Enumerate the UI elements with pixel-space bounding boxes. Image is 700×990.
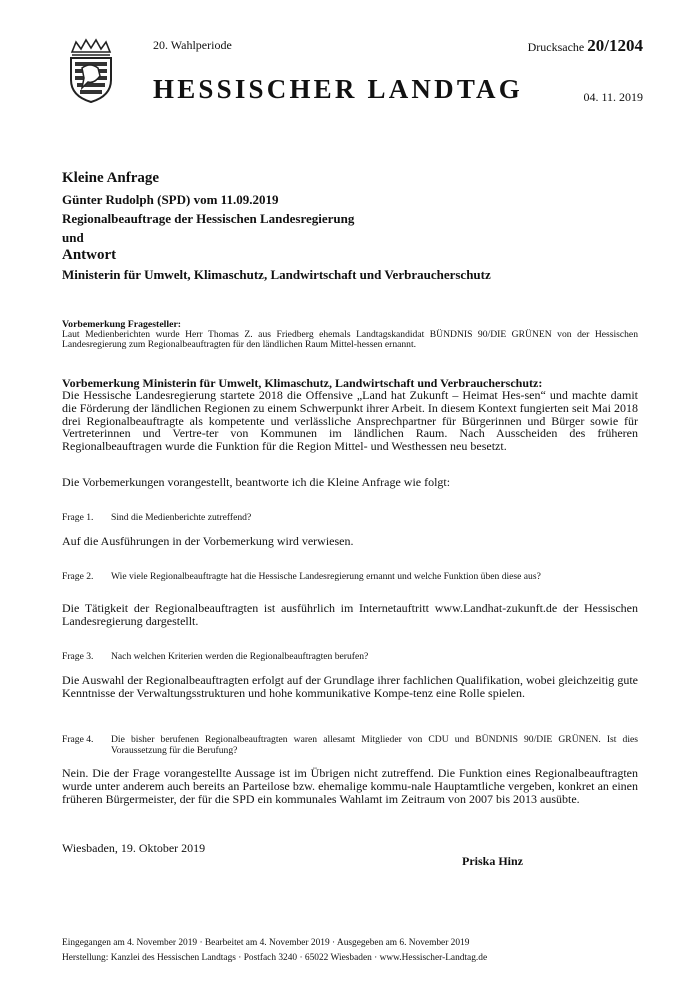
vorbemerkung-ministerin-text: Die Hessische Landesregierung startete 2018 die Offensive „Land hat Zukunft – Heimat Hes-sen“ und machte damit die Förderung der ländlichen Regionen zu einem Schwerpunkt ihrer Arbeit. In diesem Kontext fungierten seit Mai 2018 drei Regionalbeauftragte als kompetente und verlässliche Ansprechpartner für Bürgerinnen und Bürger sowie für Vertreterinnen und Vertre-ter von Kommunen im ländlichen Raum. Nach Ausscheiden des früheren Regionalbeauftragen wurde die Funktion für die Region Mittel- und Westhessen neu besetzt. (62, 388, 638, 454)
subject-line: Regionalbeauftrage der Hessischen Landesregierung (62, 211, 355, 226)
drucksache-label: Drucksache (527, 40, 585, 54)
frage-label: Frage 3. (62, 651, 94, 662)
antwort-2: Die Tätigkeit der Regionalbeauftragten ist ausführlich im Internetauftritt www.Landhat-zukunft.de der Hessischen Landesregierung dargestellt. (62, 601, 638, 628)
footer-line-2: Herstellung: Kanzlei des Hessischen Landtags · Postfach 3240 · 65022 Wiesbaden · www.Hessischer-Landtag.de (62, 953, 488, 963)
hessen-coat-of-arms-icon (62, 38, 120, 104)
signature: Priska Hinz (461, 854, 523, 868)
frage-4 (62, 735, 638, 756)
frage-label: Frage 2. (62, 571, 94, 582)
frage-text: Nach welchen Kriterien werden die Regionalbeauftragten berufen? (111, 651, 369, 662)
frage-2 (62, 572, 638, 583)
document-date: 04. 11. 2019 (583, 90, 643, 104)
frage-text: Die bisher berufenen Regionalbeauftragten waren allesamt Mitglieder von CDU und BÜNDNIS 90/DIE GRÜNEN. Ist dies Voraussetzung für die Berufung? (111, 734, 638, 756)
kleine-anfrage-heading: Kleine Anfrage (62, 170, 160, 186)
document-title: HESSISCHER LANDTAG (153, 74, 523, 104)
frage-3 (62, 652, 638, 663)
drucksache (528, 36, 643, 56)
vorbemerkung-fragesteller-text: Laut Medienberichten wurde Herr Thomas Z. aus Friedberg ehemals Landtagskandidat BÜNDNIS 90/DIE GRÜNEN von der Hessischen Landesregierung zum Regionalbeauftragten für den ländlichen Raum Mittel-hessen ernannt. (62, 329, 638, 351)
vorbemerkung-ministerin-heading: Vorbemerkung Ministerin für Umwelt, Klimaschutz, Landwirtschaft und Verbraucherschutz: (62, 376, 543, 390)
antwort-1: Auf die Ausführungen in der Vorbemerkung wird verwiesen. (62, 534, 354, 548)
antwort-4: Nein. Die der Frage vorangestellte Aussage ist im Übrigen nicht zutreffend. Die Funktion eines Regionalbeauftragten wurde unter anderem auch bereits an Parteilose bzw. ehemalige kommu-nale Hauptamtliche vergeben, konkret an einen früheren Bürgermeister, der für die SPD ein kommunales Wahlamt im Zeitraum von 2007 bis 2013 ausübte. (62, 766, 638, 806)
author-line: Günter Rudolph (SPD) vom 11.09.2019 (62, 192, 279, 207)
frage-label: Frage 1. (62, 512, 94, 523)
frage-text: Sind die Medienberichte zutreffend? (111, 512, 252, 523)
drucksache-number: 20/1204 (587, 36, 643, 55)
und-line: und (62, 230, 84, 245)
antwort-heading: Antwort (62, 247, 117, 263)
ministry-line: Ministerin für Umwelt, Klimaschutz, Landwirtschaft und Verbraucherschutz (62, 267, 491, 282)
frage-label: Frage 4. (62, 734, 94, 745)
antwort-3: Die Auswahl der Regionalbeauftragten erfolgt auf der Grundlage ihrer fachlichen Qualifikation, wobei gleichzeitig gute Kenntnisse der Verwaltungsstrukturen und hohe kommunikative Kompe-tenz eine Rolle spielen. (62, 673, 638, 700)
vorbemerkung-fragesteller-heading: Vorbemerkung Fragesteller: (62, 319, 182, 330)
place-date: Wiesbaden, 19. Oktober 2019 (62, 841, 206, 855)
footer-line-1: Eingegangen am 4. November 2019 · Bearbeitet am 4. November 2019 · Ausgegeben am 6. November 2019 (62, 938, 470, 948)
frage-1 (62, 513, 638, 524)
frage-text: Wie viele Regionalbeauftragte hat die Hessische Landesregierung ernannt und welche Funktion üben diese aus? (111, 571, 541, 582)
wahlperiode: 20. Wahlperiode (153, 38, 232, 52)
intro-text: Die Vorbemerkungen vorangestellt, beantworte ich die Kleine Anfrage wie folgt: (62, 475, 451, 489)
